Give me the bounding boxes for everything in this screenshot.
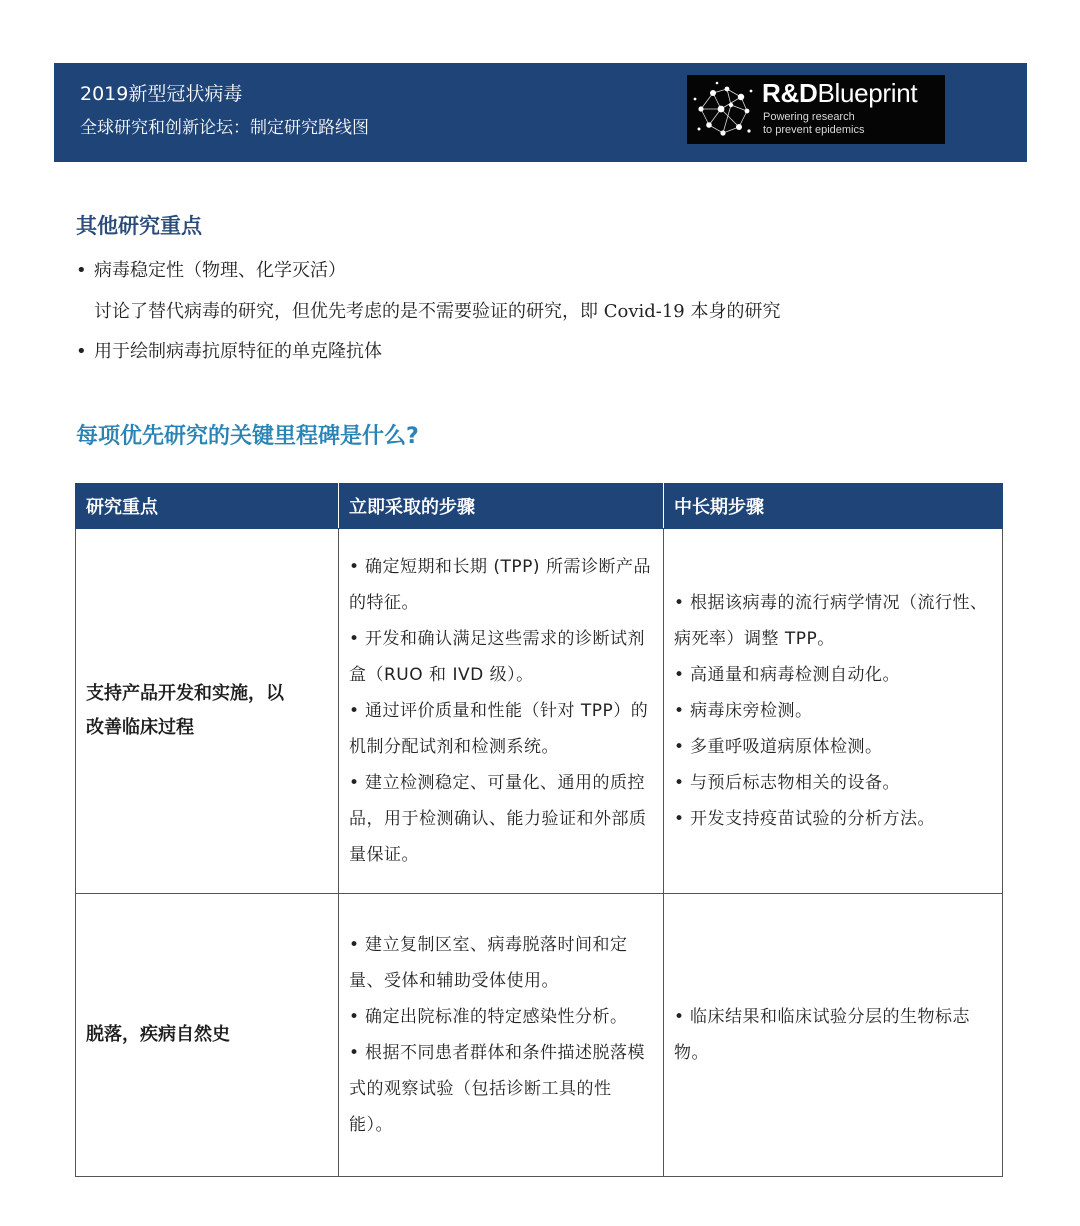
column-header: 立即采取的步骤	[339, 484, 664, 529]
table-row	[76, 894, 1003, 1177]
network-dots-icon	[691, 79, 755, 141]
medium-long-steps-cell	[664, 894, 1003, 1177]
logo-brand: R&DBlueprint	[762, 78, 918, 108]
step-item: • 高通量和病毒检测自动化。	[674, 665, 900, 685]
step-item: • 开发支持疫苗试验的分析方法。	[674, 809, 935, 829]
immediate-steps-cell	[339, 894, 664, 1177]
step-item: • 多重呼吸道病原体检测。	[674, 737, 883, 757]
research-topic-cell: 脱落，疾病自然史	[76, 894, 339, 1177]
step-item: • 与预后标志物相关的设备。	[674, 773, 900, 793]
step-item: • 根据不同患者群体和条件描述脱落模式的观察试验（包括诊断工具的性能）。	[349, 1043, 645, 1135]
header-banner	[54, 63, 1027, 162]
table-header-row	[76, 484, 1003, 529]
list-item: • 用于绘制病毒抗原特征的单克隆抗体	[76, 341, 382, 362]
column-header: 研究重点	[76, 484, 339, 529]
step-item: • 开发和确认满足这些需求的诊断试剂盒（RUO 和 IVD 级）。	[349, 629, 645, 685]
step-item: • 临床结果和临床试验分层的生物标志物。	[674, 1007, 970, 1063]
list-subtext: 讨论了替代病毒的研究，但优先考虑的是不需要验证的研究，即 Covid-19 本身的研究	[94, 301, 781, 322]
step-item: • 根据该病毒的流行病学情况（流行性、病死率）调整 TPP。	[674, 593, 988, 649]
column-header: 中长期步骤	[664, 484, 1003, 529]
logo-tagline-1: Powering research	[763, 111, 855, 123]
step-item: • 建立检测稳定、可量化、通用的质控品，用于检测确认、能力验证和外部质量保证。	[349, 773, 647, 865]
table-row	[76, 529, 1003, 894]
step-item: • 确定短期和长期 (TPP) 所需诊断产品的特征。	[349, 557, 651, 613]
step-item: • 通过评价质量和性能（针对 TPP）的机制分配试剂和检测系统。	[349, 701, 649, 757]
milestones-heading: 每项优先研究的关键里程碑是什么?	[76, 424, 419, 449]
medium-long-steps-cell	[664, 529, 1003, 894]
research-topic-cell: 支持产品开发和实施，以 改善临床过程	[76, 529, 339, 894]
header-title-line1: 2019新型冠状病毒	[80, 83, 243, 105]
step-item: • 病毒床旁检测。	[674, 701, 813, 721]
logo-tagline-2: to prevent epidemics	[763, 124, 865, 136]
header-title-line2: 全球研究和创新论坛：制定研究路线图	[80, 118, 369, 138]
other-priorities-heading: 其他研究重点	[76, 214, 202, 238]
milestones-table	[75, 483, 1003, 1177]
step-item: • 建立复制区室、病毒脱落时间和定量、受体和辅助受体使用。	[349, 935, 628, 991]
list-item: • 病毒稳定性（物理、化学灭活）	[76, 260, 346, 281]
step-item: • 确定出院标准的特定感染性分析。	[349, 1007, 628, 1027]
rd-blueprint-logo	[687, 75, 945, 144]
immediate-steps-cell	[339, 529, 664, 894]
